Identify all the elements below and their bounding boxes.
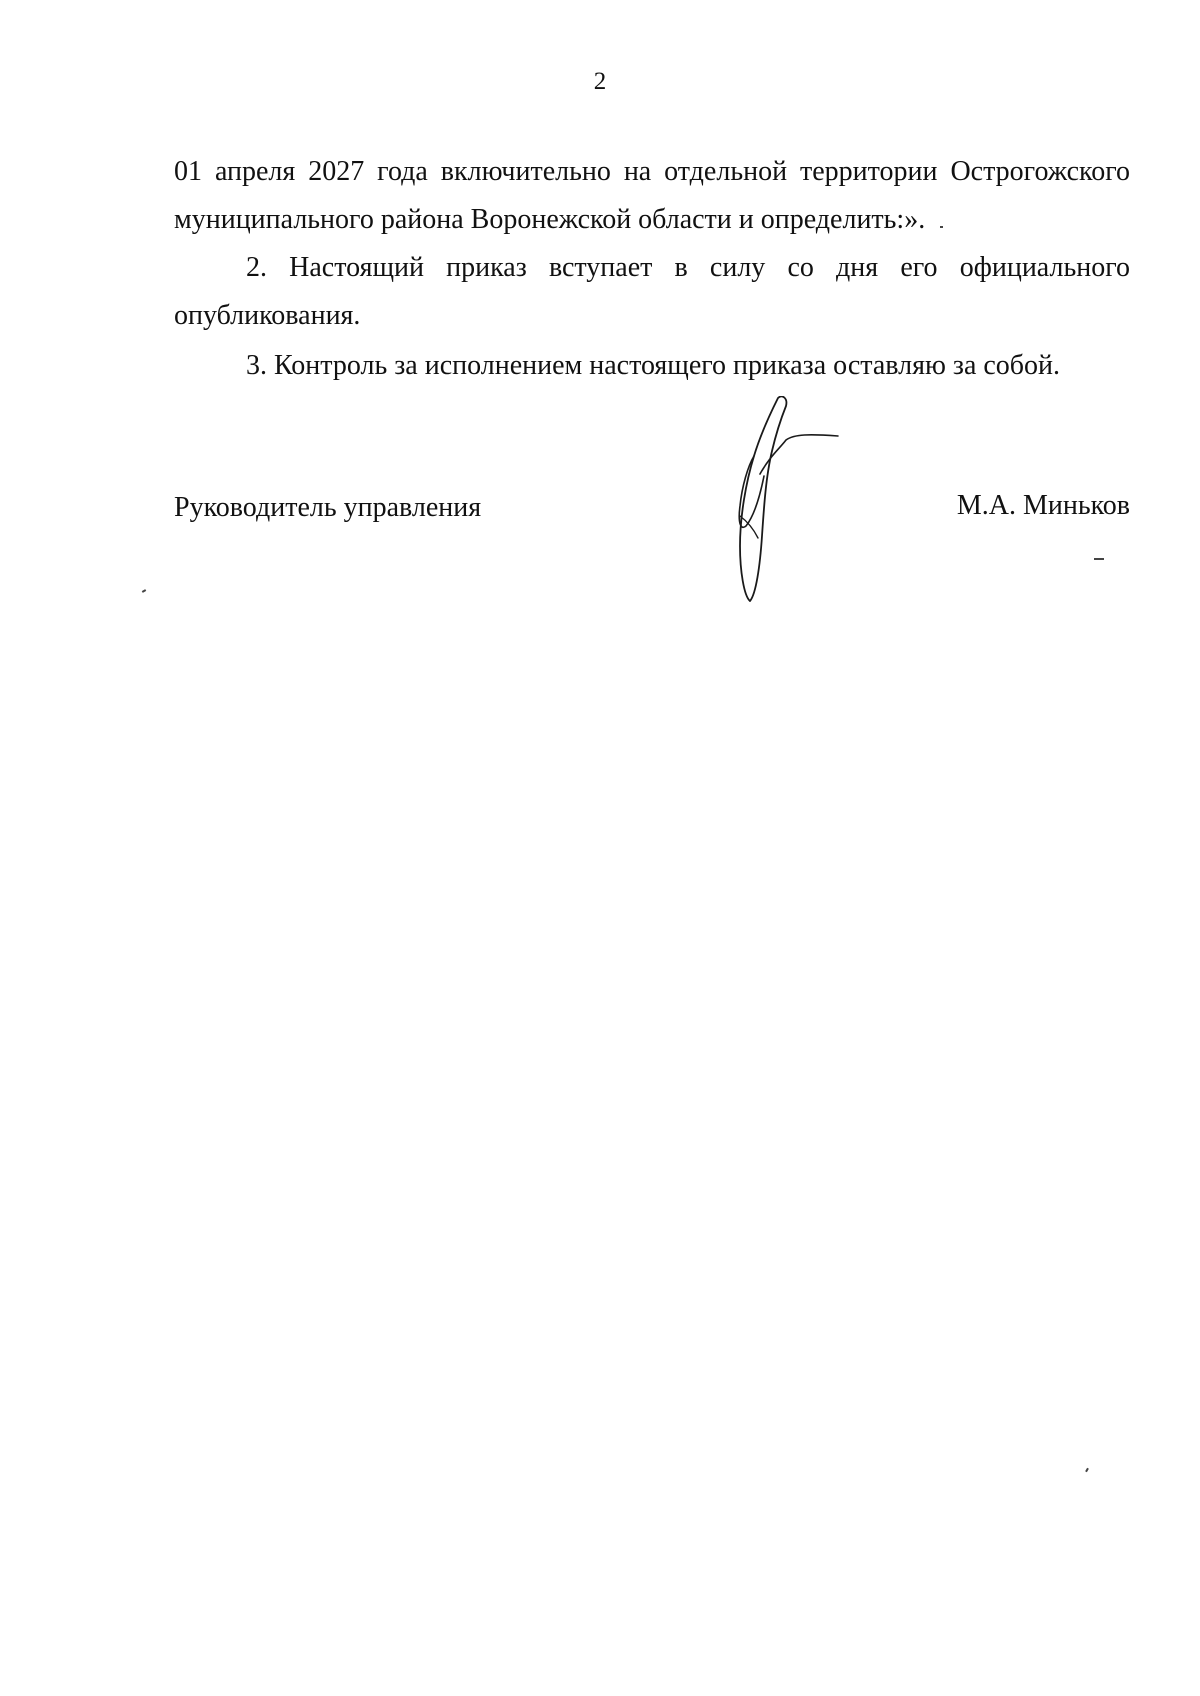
paragraph-item-2 bbox=[174, 244, 1130, 340]
scan-speck bbox=[1085, 1468, 1089, 1472]
paragraph-line: 01 апреля 2027 года включительно на отдельной территории Острогожского bbox=[174, 156, 1130, 187]
scan-speck bbox=[142, 589, 146, 593]
page-number: 2 bbox=[593, 68, 607, 95]
paragraph-item-3: 3. Контроль за исполнением настоящего приказа оставляю за собой. bbox=[246, 350, 1061, 381]
paragraph-line: 2. Настоящий приказ вступает в силу со дня его официального bbox=[246, 252, 1130, 283]
paragraph-line: муниципального района Воронежской области и определить:». bbox=[174, 204, 926, 235]
paragraph-continuation bbox=[174, 148, 1130, 244]
scan-speck bbox=[940, 226, 943, 228]
paragraph-line: опубликования. bbox=[174, 300, 361, 331]
scan-speck bbox=[1094, 558, 1104, 560]
signatory-title: Руководитель управления bbox=[174, 492, 482, 523]
signatory-name: М.А. Миньков bbox=[956, 490, 1130, 521]
handwritten-signature bbox=[720, 396, 840, 606]
